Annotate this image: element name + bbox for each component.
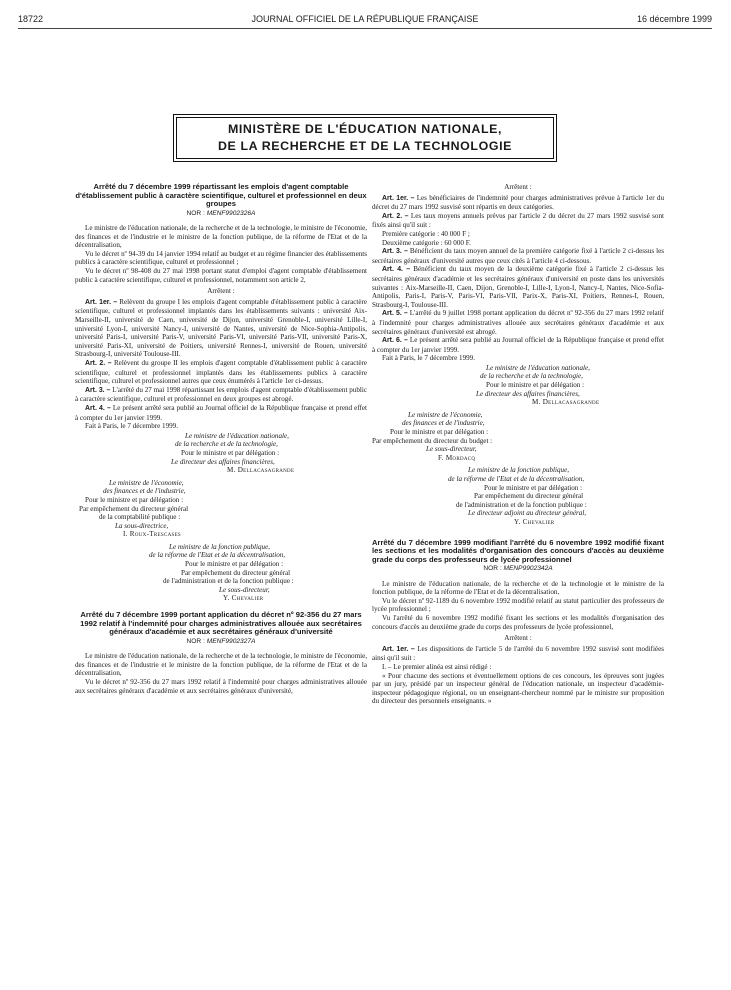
arrete2-preamble: Le ministre de l'éducation nationale, de la recherche et de la technologie, le ministre de l'économie, des finances et de l'industrie et le ministre de la fonction publique, de la réforme de l'Etat et de la décentralisation, [75,652,367,678]
arrete1-fait: Fait à Paris, le 7 décembre 1999. [85,422,178,431]
issue-date: 16 décembre 1999 [636,14,712,24]
arrete2-nor: NOR : MENF9902327A [186,637,256,645]
arrete2-art2: Art. 2. – Les taux moyens annuels prévus par l'article 2 du décret du 27 mars 1992 susvisé sont fixés ainsi qu'il suit : [372,211,665,230]
arrete2-art6: Art. 6. – Le présent arrêté sera publié au Journal officiel de la République française et prend effet à compter du 1er janvier 1999. [372,336,664,354]
arrete1-preamble: Le ministre de l'éducation nationale, de la recherche et de la technologie, le ministre de l'économie, des finances et de l'industrie et le ministre de la fonction publique, de la réforme de l'Etat et de la décentralisation, [75,224,367,250]
arrete1-signature-fonction-publique: Le ministre de la fonction publique, de la réforme de l'Etat et de la décentralisation, Pour le ministre et par délégation : Par empêchement du directeur général de l'administration et de la fonction publique : Le sous-directeur, Y. Chevalier [149,542,294,603]
arrete3-item1: I. – Le premier alinéa est ainsi rédigé : [382,663,492,671]
arrete1-art3: Art. 3. – L'arrêté du 27 mai 1998 répartissant les emplois d'agent comptable d'établissement public à caractère scientifique, culturel et professionnel en deux groupes est abrogé. [75,385,367,404]
arrete3-arretent: Arrêtent : [504,634,532,643]
arrete1-vu-1: Vu le décret nº 94-39 du 14 janvier 1994 relatif au budget et au régime financier des établissements publics à caractère scientifique, culturel et professionnel ; [75,249,367,267]
ministry-line-2: DE LA RECHERCHE ET DE LA TECHNOLOGIE [218,139,512,153]
ministry-line-1: MINISTÈRE DE L'ÉDUCATION NATIONALE, [227,122,503,136]
arrete2-art3: Art. 3. – Bénéficient du taux moyen annuel de la première catégorie fixé à l'article 2 ci-dessus les secrétaires généraux d'université autres que ceux cités à l'article 4 ci-dessous. [372,247,664,265]
arrete3-vu-1: Vu le décret nº 92-1189 du 6 novembre 1992 modifié relatif au statut particulier des professeurs de lycée professionnel ; [372,596,664,614]
arrete1-art1: Art. 1er. – Relèvent du groupe I les emplois d'agent comptable d'établissement public à caractère scientifique, culturel et professionnel implantés dans les établissements suivants : université Aix-Marseille-II, université de Caen, université de Dijon, université Grenoble-I, université Lille-I, université Lyon-I, université Nancy-I, université de Nantes, université de Nice-Sophia-Antipolis, université Paris-I, université Paris-V, université Paris-VI, université Paris-VII, université Paris-X, université Paris-XI, université de Poitiers, université Rennes-I, université de Rouen, université Strasbourg-I, université Toulouse-III. [75,297,367,359]
arrete3-nor: NOR : MENP9902342A [483,565,553,573]
arrete2-art5: Art. 5. – L'arrêté du 9 juillet 1998 portant application du décret nº 92-356 du 27 mars 1992 relatif à l'indemnité pour charges administratives allouée aux secrétaires généraux d'académie et aux secrétaires généraux d'université est abrogé. [372,309,664,336]
arrete3-title: Arrêté du 7 décembre 1999 modifiant l'arrêté du 6 novembre 1992 modifié fixant les sections et les modalités d'organisation des concours d'accès au deuxième grade du corps des professeurs de lycée professionnel [372,537,664,564]
arrete1-arretent: Arrêtent : [207,287,235,296]
arrete2-vu-1: Vu le décret nº 92-356 du 27 mars 1992 relatif à l'indemnité pour charges administratives allouée aux secrétaires généraux d'académie et aux secrétaires généraux d'université, [75,677,367,695]
arrete1-nor: NOR : MENF9902326A [186,209,256,217]
page-header [18,14,712,29]
page-number: 18722 [18,14,44,24]
ministry-heading-box [176,117,554,159]
arrete2-title: Arrêté du 7 décembre 1999 portant application du décret nº 92-356 du 27 mars 1992 relatif à l'indemnité pour charges administratives allouée aux secrétaires généraux d'académie et aux secrétaires généraux d'université [80,610,362,637]
arrete1-vu-2: Vu le décret nº 98-408 du 27 mai 1998 portant statut d'emploi d'agent comptable d'établissement public à caractère scientifique, culturel et professionnel, notamment son article 2, [75,267,367,284]
journal-title: JOURNAL OFFICIEL DE LA RÉPUBLIQUE FRANÇAISE [251,14,479,24]
right-column [372,183,664,706]
arrete3-preamble: Le ministre de l'éducation nationale, de la recherche et de la technologie et le ministre de la fonction publique, de la réforme de l'Etat et de la décentralisation, [372,579,664,597]
arrete2-art4: Art. 4. – Bénéficient du taux moyen de la deuxième catégorie fixé à l'article 2 ci-dessus les secrétaires généraux d'académie et les secrétaires généraux d'université en poste dans les universités suivantes : Aix-Marseille-II, Caen, Dijon, Grenoble-I, Lille-I, Lyon-I, Nancy-I, Nantes, Nice-Sofia-Antipolis, Paris-I, Paris-V, Paris-VI, Paris-VII, Parix-X, Paris-XI, Poitiers, Rennes-I, Rouen, Strasbourg-I, Toulouse-III. [372,265,664,309]
arrete2-signature-economie: Le ministre de l'économie, des finances et de l'industrie, Pour le ministre et par délégation : Par empêchement du directeur du budget : Le sous-directeur, F. Mordacq [372,410,493,462]
left-column [75,183,367,695]
arrete2-art1: Art. 1er. – Les bénéficiaires de l'indemnité pour charges administratives prévue à l'article 1er du décret du 27 mars 1992 susvisé sont répartis en deux catégories. [372,193,664,212]
arrete1-signature-economie: Le ministre de l'économie, des finances et de l'industrie, Pour le ministre et par délégation : Par empêchement du directeur général de la comptabilité publique : La sous-directrice, I. Roux-Trescases [79,478,189,539]
arrete2-signature-education: Le ministre de l'éducation nationale, de la recherche et de la technologie, Pour le ministre et par délégation : Le directeur des affaires financières, M. Dellacasagrande [476,363,600,407]
arrete3-vu-2: Vu l'arrêté du 6 novembre 1992 modifié fixant les sections et les modalités d'organisation des concours d'accès au deuxième grade du corps des professeurs de lycée professionnel, [372,614,664,631]
arrete3-art1: Art. 1er. – Les dispositions de l'article 5 de l'arrêté du 6 novembre 1992 susvisé sont modifiées ainsi qu'il suit : [372,644,664,663]
arrete1-title: Arrêté du 7 décembre 1999 répartissant les emplois d'agent comptable d'établissement public à caractère scientifique, culturel et professionnel en deux groupes [75,182,367,208]
arrete1-art4: Art. 4. – Le présent arrêté sera publié au Journal officiel de la République française et prend effet à compter du 1er janvier 1999. [75,403,367,422]
arrete3-quote: « Pour chacune des sections et éventuellement options de ces concours, les épreuves sont jugées par un jury, présidé par un inspecteur général de l'éducation nationale, un inspecteur d'académie-inspecteur pédagogique régional, ou un enseignant-chercheur nommé par le ministre sur proposition du directeur des personnels enseignants. » [372,671,664,706]
arrete1-signature-education: Le ministre de l'éducation nationale, de la recherche et de la technologie, Pour le ministre et par délégation : Le directeur des affaires financières, M. Dellacasagrande [171,431,295,475]
arrete2-cat1: Première catégorie : 40 000 F ; [382,229,470,238]
arrete2-fait: Fait à Paris, le 7 décembre 1999. [382,354,475,363]
arrete2-cat2: Deuxième catégorie : 60 000 F. [382,238,471,247]
arrete2-signature-fonction-publique: Le ministre de la fonction publique, de la réforme de l'Etat et de la décentralisation, Pour le ministre et par délégation : Par empêchement du directeur général de l'administration et de la fonction publique : Le directeur adjoint au directeur général, Y. Chevalier [448,466,587,526]
arrete1-art2: Art. 2. – Relèvent du groupe II les emplois d'agent comptable d'établissement public à caractère scientifique, culturel et professionnel implantés dans les établissements publics à caractère scientifique, culturel et professionnel autres que ceux énumérés à l'article 1er ci-dessus. [75,359,368,386]
arrete2-arretent: Arrêtent : [504,183,532,191]
